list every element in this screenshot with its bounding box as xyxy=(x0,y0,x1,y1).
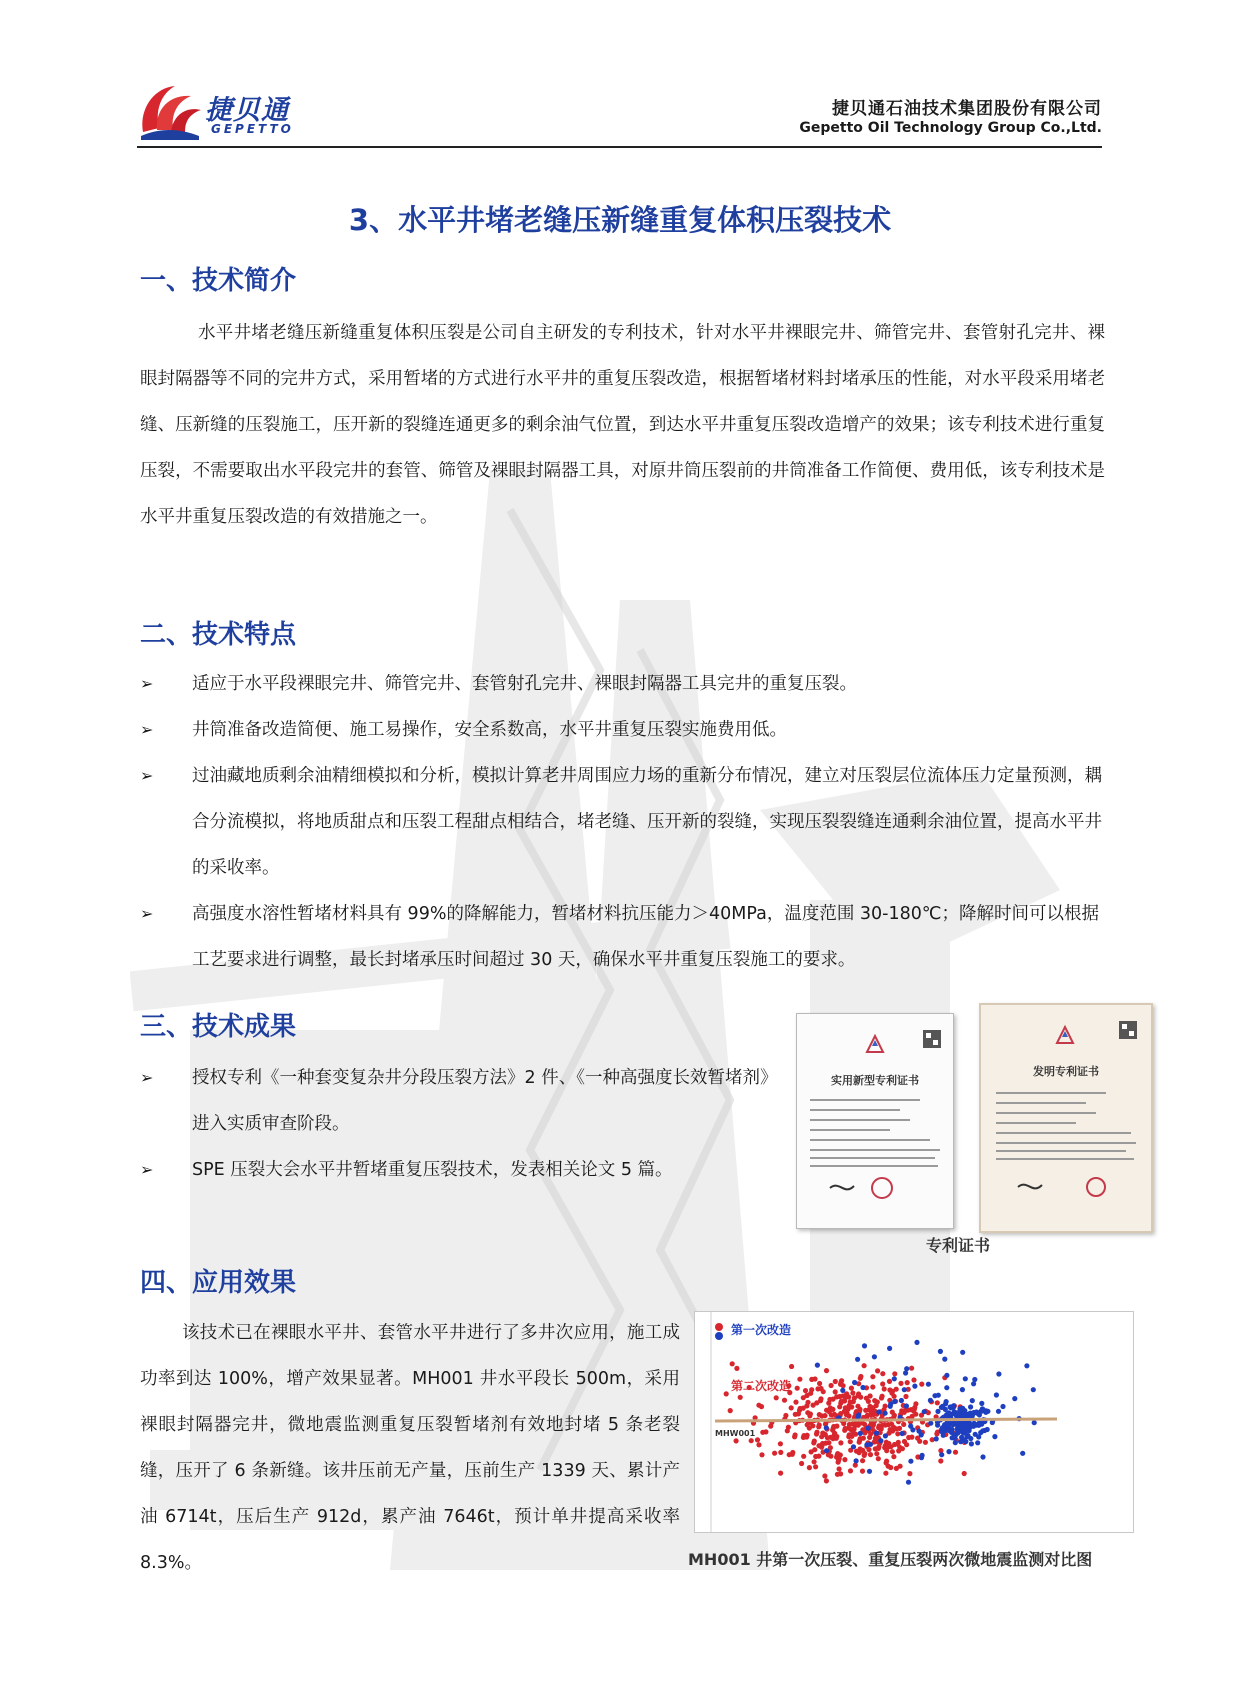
event-point xyxy=(938,1458,943,1463)
event-point xyxy=(850,1390,855,1395)
event-point xyxy=(812,1459,817,1464)
event-point xyxy=(960,1387,965,1392)
event-point xyxy=(946,1449,951,1454)
event-point xyxy=(778,1441,783,1446)
event-point xyxy=(883,1433,888,1438)
event-point xyxy=(871,1422,876,1427)
event-point xyxy=(899,1398,904,1403)
event-point xyxy=(858,1374,863,1379)
event-point xyxy=(755,1437,760,1442)
event-point xyxy=(959,1435,964,1440)
event-point xyxy=(830,1397,835,1402)
event-point xyxy=(849,1386,854,1391)
event-point xyxy=(804,1393,809,1398)
event-point xyxy=(793,1400,798,1405)
event-point xyxy=(934,1431,939,1436)
arrow-bullet-icon: ➢ xyxy=(140,904,154,923)
event-point xyxy=(880,1381,885,1386)
event-point xyxy=(837,1466,842,1471)
list-item: ➢ 过油藏地质剩余油精细模拟和分析，模拟计算老井周围应力场的重新分布情况，建立对压裂层位流体压力定量预测，耦合分流模拟，将地质甜点和压裂工程甜点相结合，堵老缝、压开新的裂缝，实现压裂裂缝连通剩余油位置，提高水平井的采收率。 xyxy=(140,753,1105,891)
event-point xyxy=(872,1354,877,1359)
event-point xyxy=(888,1465,893,1470)
event-point xyxy=(935,1400,940,1405)
event-point xyxy=(830,1407,835,1412)
wellbore-line xyxy=(715,1419,1057,1421)
arrow-bullet-icon: ➢ xyxy=(140,766,154,785)
header-divider xyxy=(137,146,1102,148)
event-point xyxy=(922,1409,927,1414)
event-point xyxy=(786,1425,791,1430)
event-point xyxy=(1012,1396,1017,1401)
event-point xyxy=(875,1368,880,1373)
arrow-bullet-icon: ➢ xyxy=(140,1160,154,1179)
event-point xyxy=(960,1350,965,1355)
event-point xyxy=(968,1404,973,1409)
event-point xyxy=(910,1414,915,1419)
event-point xyxy=(789,1405,794,1410)
event-point xyxy=(861,1436,866,1441)
event-point xyxy=(842,1457,847,1462)
event-point xyxy=(906,1480,911,1485)
event-point xyxy=(868,1393,873,1398)
event-point xyxy=(842,1428,847,1433)
certificate-title: 发明专利证书 xyxy=(1033,1065,1099,1078)
page-header xyxy=(137,76,1102,148)
event-point xyxy=(942,1357,947,1362)
event-point xyxy=(834,1424,839,1429)
event-point xyxy=(934,1436,939,1441)
event-point xyxy=(926,1382,931,1387)
event-point xyxy=(980,1428,985,1433)
event-point xyxy=(953,1450,958,1455)
event-point xyxy=(819,1445,824,1450)
event-point xyxy=(880,1371,885,1376)
event-point xyxy=(888,1404,893,1409)
event-point xyxy=(878,1438,883,1443)
event-point xyxy=(860,1458,865,1463)
event-point xyxy=(858,1395,863,1400)
event-point xyxy=(867,1469,872,1474)
event-point xyxy=(803,1388,808,1393)
event-point xyxy=(876,1409,881,1414)
event-point xyxy=(823,1432,828,1437)
legend-marker-first-blue xyxy=(715,1332,723,1340)
event-point xyxy=(838,1440,843,1445)
event-point xyxy=(1031,1387,1036,1392)
event-point xyxy=(778,1450,783,1455)
event-point xyxy=(759,1404,764,1409)
event-point xyxy=(900,1446,905,1451)
event-point xyxy=(807,1465,812,1470)
event-point xyxy=(969,1441,974,1446)
patent-certificate-utility xyxy=(796,1013,954,1229)
event-point xyxy=(970,1398,975,1403)
event-point xyxy=(912,1405,917,1410)
certificate-caption: 专利证书 xyxy=(926,1236,991,1255)
event-point xyxy=(904,1442,909,1447)
event-point xyxy=(854,1458,859,1463)
event-point xyxy=(904,1366,909,1371)
event-point xyxy=(749,1438,754,1443)
event-point xyxy=(866,1426,871,1431)
certificate-title: 实用新型专利证书 xyxy=(831,1074,919,1087)
event-point xyxy=(782,1398,787,1403)
event-point xyxy=(840,1388,845,1393)
list-item: ➢ 授权专利《一种套变复杂井分段压裂方法》2 件、《一种高强度长效暂堵剂》进入实质审查阶段。 xyxy=(140,1055,780,1147)
event-point xyxy=(826,1440,831,1445)
section-heading-features: 二、技术特点 xyxy=(140,620,297,650)
event-point xyxy=(916,1429,921,1434)
event-point xyxy=(874,1431,879,1436)
event-point xyxy=(892,1371,897,1376)
event-point xyxy=(963,1430,968,1435)
event-point xyxy=(949,1429,954,1434)
event-point xyxy=(822,1413,827,1418)
event-point xyxy=(799,1461,804,1466)
event-point xyxy=(908,1459,913,1464)
event-point xyxy=(833,1379,838,1384)
event-point xyxy=(812,1447,817,1452)
event-point xyxy=(884,1459,889,1464)
event-point xyxy=(858,1431,863,1436)
event-point xyxy=(873,1436,878,1441)
event-point xyxy=(883,1404,888,1409)
microseismic-scatter xyxy=(695,1312,1133,1532)
section-heading-intro: 一、技术简介 xyxy=(140,266,297,296)
event-point xyxy=(824,1425,829,1430)
event-point xyxy=(886,1422,891,1427)
document-title: 3、水平井堵老缝压新缝重复体积压裂技术 xyxy=(348,203,892,237)
event-point xyxy=(947,1412,952,1417)
list-item: ➢ 适应于水平段裸眼完井、筛管完井、套管射孔完井、裸眼封隔器工具完井的重复压裂。 xyxy=(140,661,1105,707)
event-point xyxy=(886,1441,891,1446)
legend-second: 第二次改造 xyxy=(731,1379,792,1393)
event-point xyxy=(985,1427,990,1432)
event-point xyxy=(843,1395,848,1400)
event-point xyxy=(852,1380,857,1385)
event-point xyxy=(907,1471,912,1476)
event-point xyxy=(962,1471,967,1476)
event-point xyxy=(862,1363,867,1368)
event-point xyxy=(860,1469,865,1474)
event-point xyxy=(814,1431,819,1436)
legend-first: 第一次改造 xyxy=(731,1323,792,1337)
event-point xyxy=(890,1449,895,1454)
event-point xyxy=(902,1410,907,1415)
company-name-en: Gepetto Oil Technology Group Co.,Ltd. xyxy=(799,120,1102,136)
event-point xyxy=(734,1366,739,1371)
event-point xyxy=(943,1401,948,1406)
event-point xyxy=(979,1401,984,1406)
event-point xyxy=(919,1382,924,1387)
certificate-text-lines xyxy=(810,1096,940,1206)
event-point xyxy=(960,1406,965,1411)
event-point xyxy=(817,1381,822,1386)
certificate-text-lines xyxy=(996,1089,1136,1209)
event-point xyxy=(837,1404,842,1409)
event-point xyxy=(759,1452,764,1457)
event-point xyxy=(887,1346,892,1351)
event-point xyxy=(874,1451,879,1456)
event-point xyxy=(940,1425,945,1430)
event-point xyxy=(890,1389,895,1394)
event-point xyxy=(822,1473,827,1478)
microseismic-comparison-figure xyxy=(694,1311,1134,1533)
event-point xyxy=(838,1452,843,1457)
event-point xyxy=(949,1405,954,1410)
event-point xyxy=(853,1432,858,1437)
event-point xyxy=(944,1385,949,1390)
event-point xyxy=(848,1427,853,1432)
arrow-bullet-icon: ➢ xyxy=(140,1068,154,1087)
event-point xyxy=(892,1376,897,1381)
event-point xyxy=(1020,1451,1025,1456)
event-point xyxy=(909,1366,914,1371)
event-point xyxy=(903,1394,908,1399)
event-point xyxy=(778,1471,783,1476)
event-point xyxy=(911,1377,916,1382)
event-point xyxy=(868,1442,873,1447)
event-point xyxy=(866,1399,871,1404)
event-point xyxy=(804,1434,809,1439)
event-point xyxy=(974,1409,979,1414)
event-point xyxy=(953,1440,958,1445)
event-point xyxy=(789,1364,794,1369)
event-point xyxy=(969,1423,974,1428)
event-point xyxy=(908,1424,913,1429)
event-point xyxy=(902,1387,907,1392)
event-point xyxy=(938,1349,943,1354)
event-point xyxy=(848,1399,853,1404)
qr-code-icon xyxy=(923,1030,941,1048)
figure-caption: MH001 井第一次压裂、重复压裂两次微地震监测对比图 xyxy=(688,1550,1093,1569)
event-point xyxy=(817,1422,822,1427)
event-point xyxy=(892,1413,897,1418)
features-list xyxy=(140,661,1105,983)
company-logo xyxy=(137,76,327,142)
event-point xyxy=(904,1403,909,1408)
event-point xyxy=(870,1384,875,1389)
certificate-emblem-icon xyxy=(1053,1023,1077,1047)
event-point xyxy=(883,1471,888,1476)
event-point xyxy=(818,1396,823,1401)
event-point xyxy=(980,1407,985,1412)
certificate-emblem-icon xyxy=(863,1032,887,1056)
event-point xyxy=(814,1400,819,1405)
event-point xyxy=(894,1466,899,1471)
arrow-bullet-icon: ➢ xyxy=(140,674,154,693)
legend-marker-first xyxy=(715,1323,723,1331)
event-point xyxy=(805,1400,810,1405)
event-point xyxy=(875,1399,880,1404)
event-point xyxy=(976,1434,981,1439)
event-point xyxy=(936,1393,941,1398)
event-point xyxy=(849,1404,854,1409)
event-point xyxy=(994,1392,999,1397)
event-point xyxy=(972,1377,977,1382)
event-point xyxy=(807,1413,812,1418)
event-point xyxy=(1000,1404,1005,1409)
event-point xyxy=(772,1451,777,1456)
event-point xyxy=(838,1471,843,1476)
patent-certificate-invention xyxy=(979,1003,1153,1233)
results-list xyxy=(140,1055,780,1193)
event-point xyxy=(797,1377,802,1382)
event-point xyxy=(813,1464,818,1469)
event-point xyxy=(774,1395,779,1400)
intro-paragraph: 水平井堵老缝压新缝重复体积压裂是公司自主研发的专利技术，针对水平井裸眼完井、筛管完井、套管射孔完井、裸眼封隔器等不同的完井方式，采用暂堵的方式进行水平井的重复压裂改造，根据暂堵材料封堵承压的性能，对水平段采用堵老缝、压新缝的压裂施工，压开新的裂缝连通更多的剩余油气位置，到达水平井重复压裂改造增产的效果；该专利技术进行重复压裂，不需要取出水平段完井的套管、筛管及裸眼封隔器工具，对原井筒压裂前的井筒准备工作简便、费用低，该专利技术是水平井重复压裂改造的有效措施之一。 xyxy=(140,323,1105,527)
event-point xyxy=(855,1404,860,1409)
event-point xyxy=(959,1421,964,1426)
event-point xyxy=(957,1412,962,1417)
event-point xyxy=(841,1383,846,1388)
event-point xyxy=(738,1395,743,1400)
arrow-bullet-icon: ➢ xyxy=(140,720,154,739)
event-point xyxy=(909,1435,914,1440)
event-point xyxy=(869,1409,874,1414)
application-paragraph: 该技术已在裸眼水平井、套管水平井进行了多井次应用，施工成功率到达 100%，增产效果显著。MH001 井水平段长 500m，采用裸眼封隔器完井，微地震监测重复压裂暂堵剂有效地封堵 5 条老裂缝，压开了 6 条新缝。该井压前无产量，压前生产 1339 天、累计产油 6714t，压后生产 912d，累产油 7646t，预计单井提高采收率 8.3%。 xyxy=(140,1323,680,1573)
event-point xyxy=(963,1376,968,1381)
event-point xyxy=(728,1408,733,1413)
logo-chinese: 捷贝通 xyxy=(205,95,289,126)
event-point xyxy=(912,1384,917,1389)
event-point xyxy=(928,1421,933,1426)
event-point xyxy=(809,1377,814,1382)
event-point xyxy=(883,1411,888,1416)
event-point xyxy=(760,1430,765,1435)
list-item: ➢ 高强度水溶性暂堵材料具有 99%的降解能力，暂堵材料抗压能力＞40MPa，温度范围 30-180℃；降解时间可以根据工艺要求进行调整，最长封堵承压时间超过 30 天，确保水平井重复压裂施工的要求。 xyxy=(140,891,1105,983)
event-point xyxy=(734,1438,739,1443)
event-point xyxy=(952,1435,957,1440)
event-point xyxy=(866,1447,871,1452)
event-point xyxy=(870,1374,875,1379)
event-point xyxy=(976,1422,981,1427)
event-point xyxy=(863,1408,868,1413)
event-point xyxy=(862,1343,867,1348)
event-point xyxy=(882,1445,887,1450)
event-point xyxy=(935,1409,940,1414)
event-point xyxy=(848,1439,853,1444)
event-point xyxy=(851,1444,856,1449)
event-point xyxy=(860,1385,865,1390)
event-point xyxy=(923,1440,928,1445)
event-point xyxy=(855,1357,860,1362)
list-item: ➢ 井筒准备改造简便、施工易操作，安全系数高，水平井重复压裂实施费用低。 xyxy=(140,707,1105,753)
event-point xyxy=(809,1387,814,1392)
event-point xyxy=(783,1413,788,1418)
event-point xyxy=(905,1380,910,1385)
event-point xyxy=(879,1426,884,1431)
event-point xyxy=(793,1432,798,1437)
event-point xyxy=(914,1340,919,1345)
event-point xyxy=(829,1383,834,1388)
event-point xyxy=(900,1431,905,1436)
event-point xyxy=(848,1468,853,1473)
event-point xyxy=(890,1428,895,1433)
event-point xyxy=(793,1412,798,1417)
event-point xyxy=(901,1422,906,1427)
logo-flame-icon xyxy=(137,80,203,140)
event-point xyxy=(879,1395,884,1400)
event-point xyxy=(944,1373,949,1378)
event-point xyxy=(882,1386,887,1391)
event-point xyxy=(860,1448,865,1453)
event-point xyxy=(1024,1363,1029,1368)
event-point xyxy=(801,1406,806,1411)
company-name-cn: 捷贝通石油技术集团股份有限公司 xyxy=(832,99,1102,119)
event-point xyxy=(790,1452,795,1457)
event-point xyxy=(756,1442,761,1447)
event-point xyxy=(887,1379,892,1384)
event-point xyxy=(996,1371,1001,1376)
event-point xyxy=(868,1452,873,1457)
event-point xyxy=(724,1391,729,1396)
event-point xyxy=(1032,1420,1037,1425)
event-point xyxy=(857,1440,862,1445)
qr-code-icon xyxy=(1119,1021,1137,1039)
event-point xyxy=(898,1381,903,1386)
logo-english: GEPETTO xyxy=(211,122,294,136)
event-point xyxy=(876,1446,881,1451)
event-point xyxy=(834,1434,839,1439)
event-point xyxy=(813,1454,818,1459)
event-point xyxy=(992,1434,997,1439)
event-point xyxy=(824,1368,829,1373)
event-point xyxy=(795,1386,800,1391)
event-point xyxy=(928,1398,933,1403)
event-point xyxy=(815,1363,820,1368)
event-point xyxy=(939,1452,944,1457)
event-point xyxy=(730,1361,735,1366)
event-point xyxy=(892,1399,897,1404)
event-point xyxy=(846,1413,851,1418)
event-point xyxy=(824,1478,829,1483)
event-point xyxy=(819,1386,824,1391)
section-heading-results: 三、技术成果 xyxy=(140,1012,297,1042)
event-point xyxy=(801,1454,806,1459)
section-heading-application: 四、应用效果 xyxy=(140,1268,297,1298)
well-label: MHW001 xyxy=(715,1429,756,1438)
event-point xyxy=(920,1453,925,1458)
event-point xyxy=(847,1422,852,1427)
event-point xyxy=(975,1440,980,1445)
event-point xyxy=(892,1442,897,1447)
event-point xyxy=(891,1454,896,1459)
event-point xyxy=(833,1389,838,1394)
event-point xyxy=(811,1440,816,1445)
event-point xyxy=(828,1454,833,1459)
event-point xyxy=(824,1448,829,1453)
event-point xyxy=(996,1409,1001,1414)
event-point xyxy=(980,1454,985,1459)
event-point xyxy=(876,1456,881,1461)
list-item: ➢ SPE 压裂大会水平井暂堵重复压裂技术，发表相关论文 5 篇。 xyxy=(140,1147,780,1193)
